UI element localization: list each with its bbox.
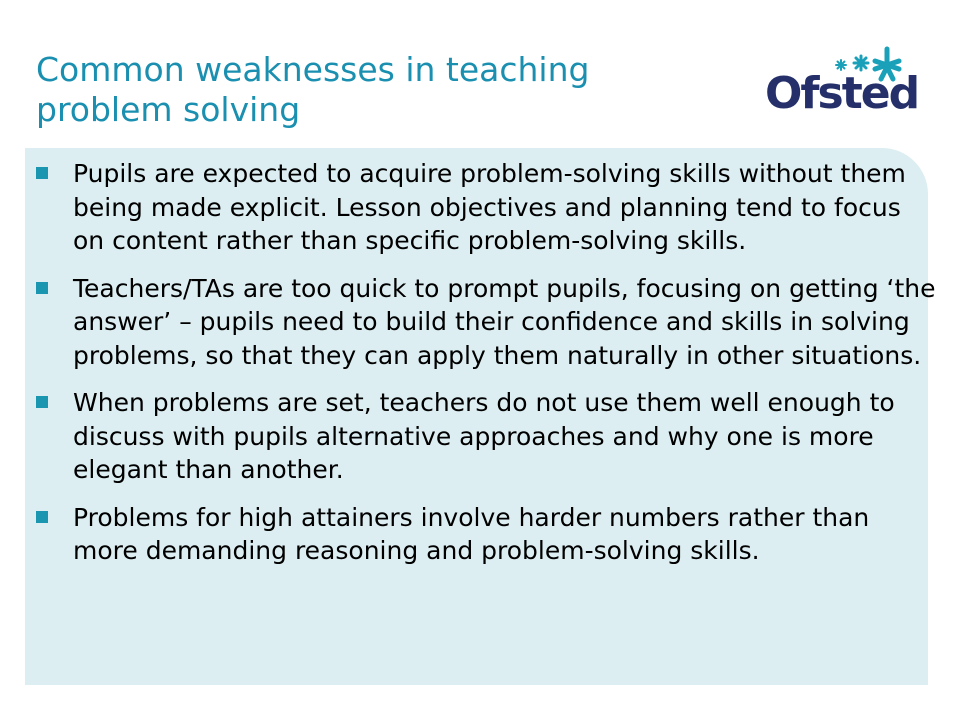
- title-line-2: problem solving: [36, 90, 301, 129]
- logo-wordmark: Ofsted: [765, 68, 919, 119]
- list-item: [36, 501, 936, 568]
- page-title: [36, 50, 676, 130]
- bullet-text: Teachers/TAs are too quick to prompt pupils, focusing on getting ‘the answer’ – pupils need to build their confidence and skills in solving problems, so that they can apply them naturally in other situations.: [73, 273, 936, 370]
- list-item: [36, 157, 936, 258]
- square-bullet-icon: [36, 167, 48, 179]
- square-bullet-icon: [36, 396, 48, 408]
- square-bullet-icon: [36, 282, 48, 294]
- bullet-text: Pupils are expected to acquire problem-solving skills without them being made explicit. Lesson objectives and planning tend to focus on content rather than specific problem-solving skills.: [73, 159, 906, 255]
- ofsted-logo: [765, 45, 919, 125]
- square-bullet-icon: [36, 511, 48, 523]
- title-line-1: Common weaknesses in teaching: [36, 50, 590, 89]
- list-item: [36, 272, 936, 373]
- bullet-text: Problems for high attainers involve harder numbers rather than more demanding reasoning and problem-solving skills.: [73, 502, 870, 565]
- list-item: [36, 386, 936, 487]
- bullet-text: When problems are set, teachers do not use them well enough to discuss with pupils alternative approaches and why one is more elegant than another.: [73, 388, 895, 484]
- bullet-list: [36, 157, 936, 582]
